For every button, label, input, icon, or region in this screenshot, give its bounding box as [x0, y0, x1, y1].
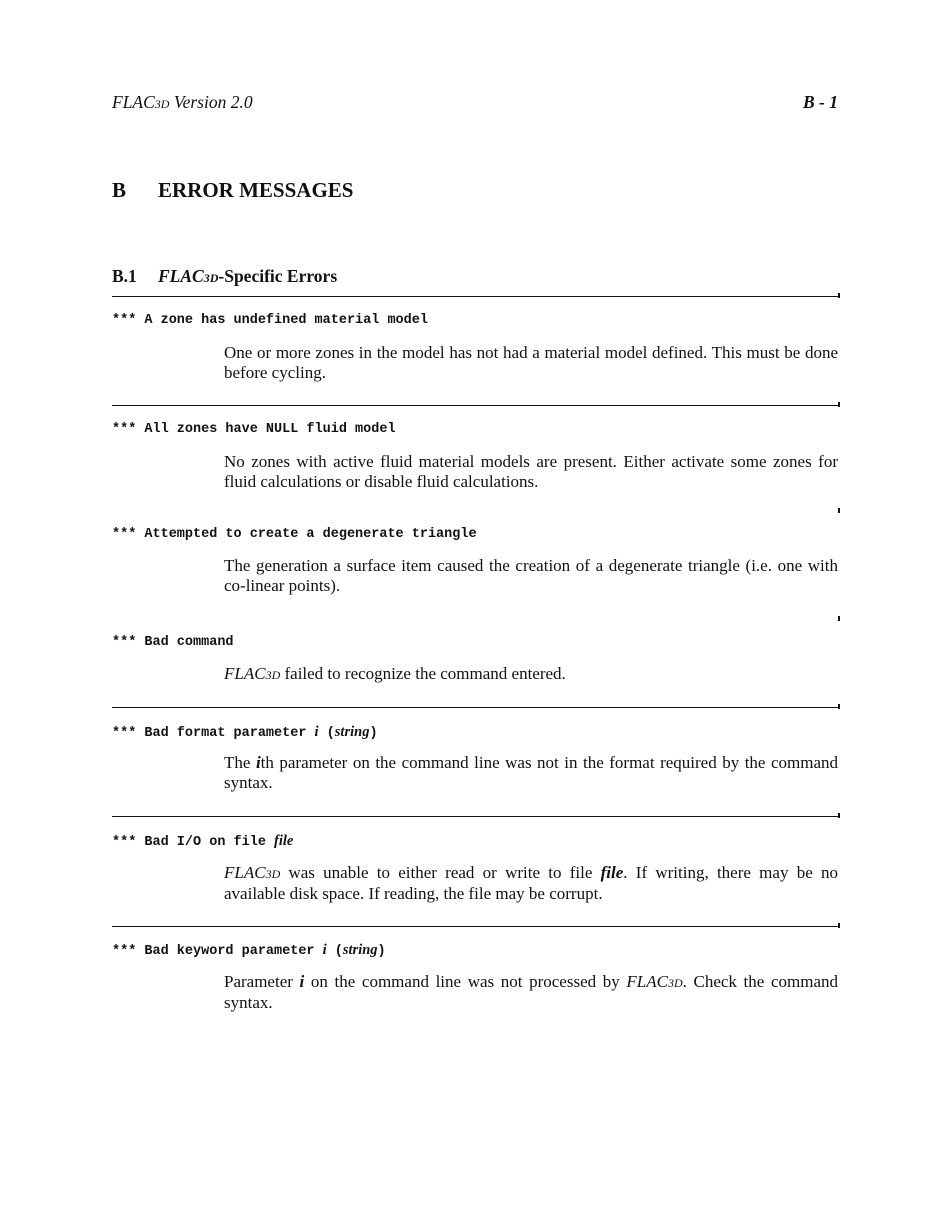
error-message: *** Bad format parameter i (string) — [112, 724, 378, 741]
error-message: *** Bad command — [112, 635, 234, 650]
error-description: Parameter i on the command line was not processed by FLAC3D. Check the command syntax. — [224, 972, 838, 1012]
error-description: The ith parameter on the command line was not in the format required by the command syntax. — [224, 753, 838, 792]
divider — [112, 405, 840, 406]
divider — [112, 296, 840, 297]
page-number: B - 1 — [803, 92, 838, 112]
error-message: *** Attempted to create a degenerate triangle — [112, 527, 477, 542]
divider-tick — [838, 616, 840, 621]
divider — [112, 816, 840, 817]
chapter-heading: B ERROR MESSAGES — [112, 178, 354, 202]
running-header-title: FLAC3D Version 2.0 — [112, 92, 253, 112]
divider-tick — [838, 813, 840, 818]
divider-tick — [838, 923, 840, 928]
error-description: One or more zones in the model has not had a material model defined. This must be done before cycling. — [224, 343, 838, 382]
divider-tick — [838, 508, 840, 513]
divider-tick — [838, 704, 840, 709]
error-description: No zones with active fluid material models are present. Either activate some zones for fluid calculations or disable fluid calculations. — [224, 452, 838, 491]
error-message: *** Bad I/O on file file — [112, 833, 294, 850]
error-description: FLAC3D was unable to either read or write to file file. If writing, there may be no available disk space. If reading, the file may be corrupt. — [224, 863, 838, 903]
divider — [112, 707, 840, 708]
divider-tick — [838, 293, 840, 298]
error-description: FLAC3D failed to recognize the command entered. — [224, 664, 566, 683]
section-heading: B.1 FLAC3D-Specific Errors — [112, 266, 338, 286]
error-message: *** Bad keyword parameter i (string) — [112, 942, 386, 959]
divider-tick — [838, 402, 840, 407]
error-message: *** All zones have NULL fluid model — [112, 422, 396, 437]
divider — [112, 926, 840, 927]
error-description: The generation a surface item caused the creation of a degenerate triangle (i.e. one with co-linear points). — [224, 556, 838, 595]
error-message: *** A zone has undefined material model — [112, 313, 428, 328]
